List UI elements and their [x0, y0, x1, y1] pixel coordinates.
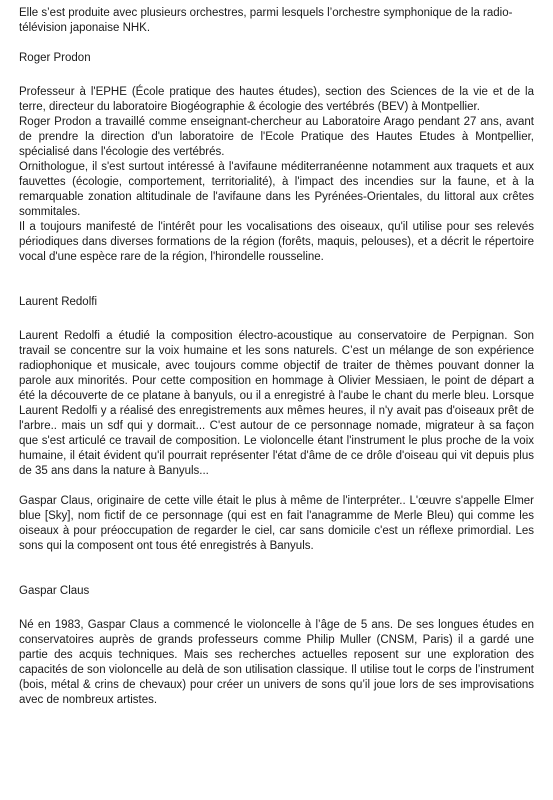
spacer: [19, 554, 534, 584]
laurent-redolfi-bio: [19, 329, 534, 554]
section-title-roger-prodon: Roger Prodon: [19, 52, 91, 64]
spacer: [19, 265, 534, 295]
spacer: [19, 36, 534, 51]
bio-paragraph: Laurent Redolfi a étudié la composition électro-acoustique au conservatoire de Perpignan. Son travail se concentre sur la voix humaine et les sons naturels. C’est un mélange de son expérience radiophonique et musicale, avec toujours comme objectif de traiter de thèmes pouvant donner la parole aux minorités. Pour cette composition en hommage à Olivier Messiaen, le point de départ a été la découverte de ce platane à banyuls, ou il a enregistré à l'aube le chant du merle bleu. Lorsque Laurent Redolfi y a réalisé des enregistrements aux mêmes heures, il n'y avait pas d'oiseaux prêt de l'arbre.. mais un sdf qui y dormait... C'est autour de ce personnage nomade, migrateur à sa façon que s'est articulé ce travail de composition. Le violoncelle étant l'instrument le plus proche de la voix humaine, il était évident qu'il pourrait représenter l'état d'âme de ce drôle d'oiseau qui vit depuis plus de 35 ans dans la nature à Banyuls...: [19, 330, 534, 477]
bio-paragraph: Ornithologue, il s'est surtout intéressé à l'avifaune méditerranéenne notamment aux traquets et aux fauvettes (écologie, comportement, territorialité), à l'impact des incendies sur la faune, et à la remarquable zonation altitudinale de l'avifaune dans les Pyrénées-Orientales, du littoral aux crêtes sommitales.: [19, 161, 534, 218]
gaspar-claus-bio: [19, 618, 534, 708]
spacer: [19, 310, 534, 329]
spacer: [19, 599, 534, 618]
spacer: [19, 66, 534, 85]
bio-paragraph: Roger Prodon a travaillé comme enseignant-chercheur au Laboratoire Arago pendant 27 ans, avant de prendre la direction d'un laboratoire de l'Ecole Pratique des Hautes Etudes à Montpellier, spécialisé dans l'écologie des vertébrés.: [19, 116, 534, 158]
document-page: [19, 6, 534, 708]
section-title-laurent-redolfi: Laurent Redolfi: [19, 296, 97, 308]
bio-paragraph: Né en 1983, Gaspar Claus a commencé le violoncelle à l’âge de 5 ans. De ses longues études en conservatoires auprès de grands professeurs comme Philip Muller (CNSM, Paris) il a gardé une partie des acquis techniques. Mais ses recherches actuelles reposent sur une exploration des capacités de son violoncelle au delà de son utilisation classique. Il utilise tout le corps de l’instrument (bois, métal & crins de chevaux) pour créer un univers de sons qu’il joue lors de ses improvisations avec de nombreux artistes.: [19, 619, 534, 706]
section-title-gaspar-claus: Gaspar Claus: [19, 585, 90, 597]
bio-paragraph: Il a toujours manifesté de l'intérêt pour les vocalisations des oiseaux, qu'il utilise pour ses relevés périodiques dans diverses formations de la région (forêts, maquis, pelouses), et a décrit le répertoire vocal d'une espèce rare de la région, l'hirondelle rousseline.: [19, 221, 534, 263]
spacer: [19, 479, 534, 494]
intro-paragraph: Elle s’est produite avec plusieurs orchestres, parmi lesquels l’orchestre symphonique de la radio-télévision japonaise NHK.: [19, 7, 513, 34]
bio-paragraph: Professeur à l'EPHE (École pratique des hautes études), section des Sciences de la vie et de la terre, directeur du laboratoire Biogéographie & écologie des vertébrés (BEV) à Montpellier.: [19, 86, 534, 113]
bio-paragraph: Gaspar Claus, originaire de cette ville était le plus à même de l'interpréter.. L'œuvre s'appelle Elmer blue [Sky], nom fictif de ce personnage (qui est en fait l'anagramme de Merle Bleu) qui comme les oiseaux à pour préoccupation de regarder le ciel, car sans domicile c'est un réflexe primordial. Les sons qui la composent ont tous été enregistrés à Banyuls.: [19, 495, 534, 552]
roger-prodon-bio: [19, 85, 534, 265]
